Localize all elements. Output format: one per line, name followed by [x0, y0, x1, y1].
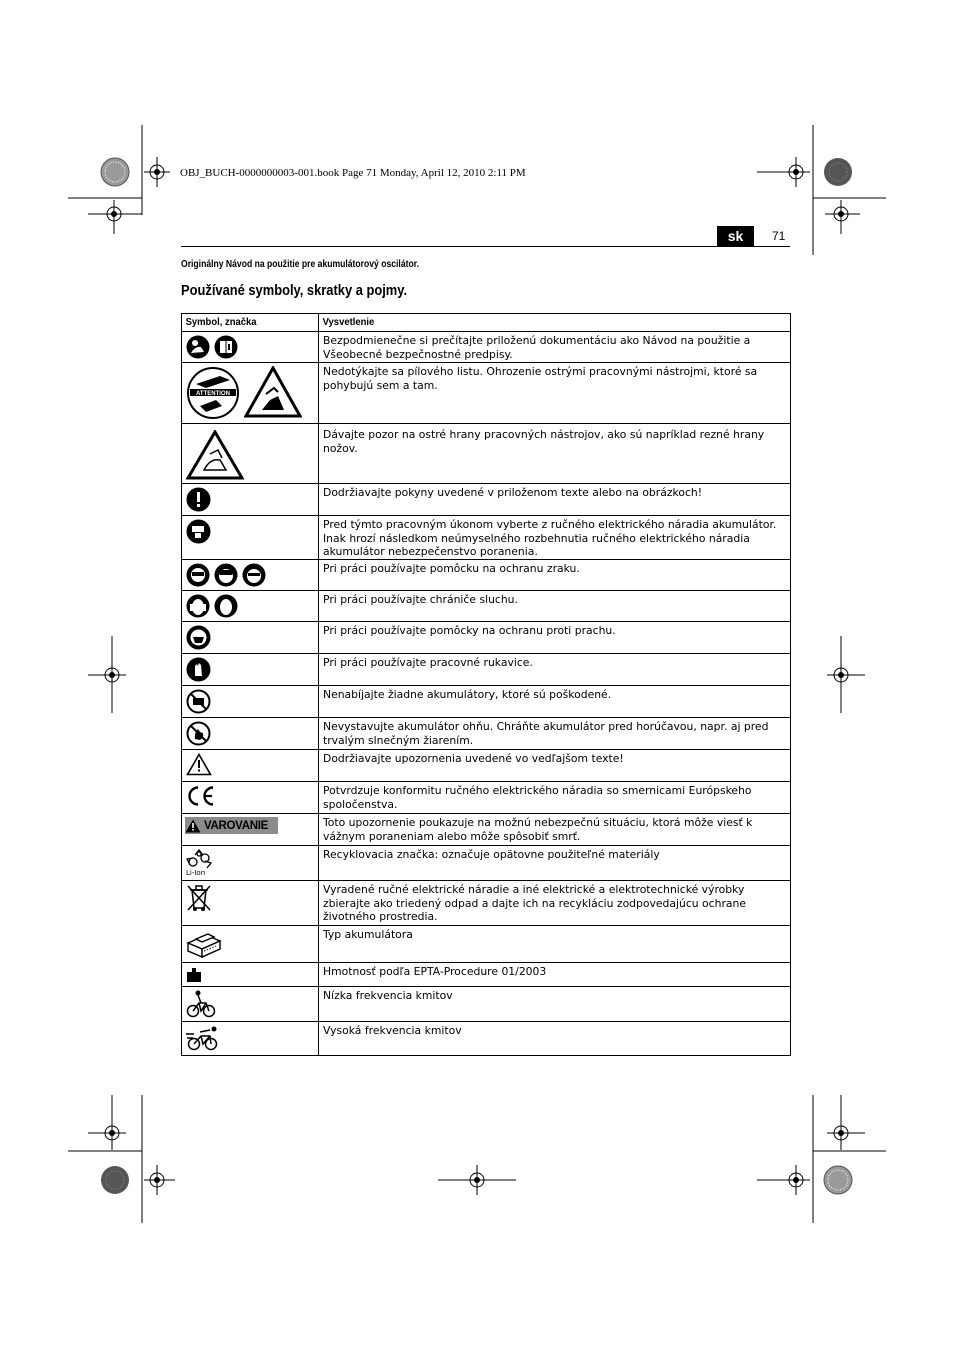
row-text: Typ akumulátora [319, 926, 791, 963]
table-row [182, 622, 791, 654]
ear-protection-icons [182, 591, 318, 621]
row-text: Recyklovacia značka: označuje opätovne použiteľné materiály [319, 846, 791, 881]
exclamation-icon [182, 484, 318, 515]
warning-badge-triangle-icon [185, 819, 201, 833]
table-row [182, 846, 791, 881]
ce-mark-icon [182, 782, 318, 810]
high-frequency-cyclist-icon [186, 1025, 220, 1051]
mandatory-exclamation-icon [186, 487, 211, 512]
slow-cyclist-icon [182, 987, 318, 1021]
dust-mask-icon [182, 622, 318, 653]
table-row [182, 516, 791, 560]
table-row [182, 424, 791, 484]
table-header-row [182, 314, 791, 332]
attention-label: ATTENTION [196, 391, 230, 397]
row-text: Pred týmto pracovným úkonom vyberte z ručného elektrického náradia akumulátor. Inak hrozí následkom neúmyselného rozbehnutia ručného elektrického náradia akumulátor nebezpečenstvo poranenia. [319, 516, 791, 560]
language-badge: sk [717, 226, 754, 246]
table-row [182, 750, 791, 782]
battery-removal-icon [186, 519, 211, 544]
li-ion-label: Li-Ion [186, 869, 206, 877]
respirator-icon [186, 625, 211, 650]
weight-block-icon [186, 967, 202, 983]
read-instructions-icon [186, 335, 210, 359]
varovanie-label: VAROVANIE [204, 819, 268, 832]
recycling-li-ion-icon [182, 846, 318, 880]
weight-icon [182, 963, 318, 986]
no-charge-damaged-icon [186, 689, 211, 714]
recycle-arrows-icon [186, 849, 212, 869]
row-text: Nenabíjajte žiadne akumulátory, ktoré sú poškodené. [319, 686, 791, 718]
table-row [182, 718, 791, 750]
weee-bin-icon [186, 884, 212, 912]
row-text: Pri práci používajte pomôcku na ochranu zraku. [319, 560, 791, 591]
header-rule [181, 246, 790, 247]
blade-warning-triangle-icon [244, 366, 302, 418]
row-text: Nízka frekvencia kmitov [319, 987, 791, 1022]
row-text: Dodržiavajte pokyny uvedené v priloženom texte alebo na obrázkoch! [319, 484, 791, 516]
fast-cyclist-icon [182, 1022, 318, 1054]
face-shield-icon [186, 563, 210, 587]
battery-pack-icon [182, 926, 318, 962]
document-subtitle: Originálny Návod na použitie pre akumulátorový oscilátor. [181, 259, 419, 270]
work-gloves-icon [186, 657, 211, 682]
section-title: Používané symboly, skratky a pojmy. [181, 282, 408, 299]
safety-glasses-icon [242, 563, 266, 587]
page-number: 71 [772, 229, 786, 243]
eye-protection-icons [182, 560, 318, 590]
attention-blade-icon [186, 366, 240, 420]
general-warning-icon [186, 753, 212, 776]
varovanie-badge [185, 817, 278, 834]
row-text: Bezpodmienečne si prečítajte priloženú dokumentáciu ako Návod na použitie a Všeobecné bezpečnostné predpisy. [319, 332, 791, 363]
row-text: Vysoká frekvencia kmitov [319, 1022, 791, 1056]
table-row [182, 560, 791, 591]
row-text: Vyradené ručné elektrické náradie a iné elektrické a elektrotechnické výrobky zbierajte ako triedený odpad a dajte ich na recykláciu zodpovedajúcu ochrane životného prostredia. [319, 881, 791, 926]
file-info: OBJ_BUCH-0000000003-001.book Page 71 Monday, April 12, 2010 2:11 PM [180, 167, 526, 179]
low-frequency-cyclist-icon [186, 990, 216, 1018]
sharp-edges-triangle-icon [186, 430, 244, 480]
table-row [182, 814, 791, 846]
header-explanation: Vysvetlenie [319, 314, 791, 332]
table-row [182, 591, 791, 622]
remove-battery-icon [182, 516, 318, 547]
table-row [182, 332, 791, 363]
table-row [182, 1022, 791, 1056]
row-text: Pri práci používajte pracovné rukavice. [319, 654, 791, 686]
table-row [182, 926, 791, 963]
header-symbol: Symbol, značka [182, 314, 319, 332]
row-text: Potvrdzuje konformitu ručného elektrického náradia so smernicami Európskeho spoločenstva. [319, 782, 791, 814]
warning-triangle-icon [182, 750, 318, 779]
ear-muffs-icon [186, 594, 210, 618]
no-damaged-battery-icon [182, 686, 318, 717]
table-row [182, 963, 791, 987]
row-text: Pri práci používajte chrániče sluchu. [319, 591, 791, 622]
row-text: Dávajte pozor na ostré hrany pracovných nástrojov, ako sú napríklad rezné hrany nožov. [319, 424, 791, 484]
row-text: Hmotnosť podľa EPTA-Procedure 01/2003 [319, 963, 791, 987]
row-text: Nedotýkajte sa pílového listu. Ohrozenie ostrými pracovnými nástrojmi, ktoré sa pohybujú sem a tam. [319, 363, 791, 424]
row-text: Toto upozornenie poukazuje na možnú nebezpečnú situáciu, ktorá môže viesť k vážnym poraneniam alebo môže spôsobiť smrť. [319, 814, 791, 846]
table-row [182, 654, 791, 686]
table-row [182, 881, 791, 926]
no-fire-icon [186, 721, 211, 746]
crossed-bin-icon [182, 881, 318, 915]
row-text: Nevystavujte akumulátor ohňu. Chráňte akumulátor pred horúčavou, napr. aj pred trvalým slnečným žiarením. [319, 718, 791, 750]
goggles-icon [214, 563, 238, 587]
table-row [182, 782, 791, 814]
gloves-icon [182, 654, 318, 685]
read-manual-icons [182, 332, 318, 362]
battery-pack-type-icon [186, 929, 222, 959]
manual-book-icon [214, 335, 238, 359]
no-fire-battery-icon [182, 718, 318, 749]
sharp-edges-warning-icon [182, 424, 318, 483]
row-text: Pri práci používajte pomôcky na ochranu proti prachu. [319, 622, 791, 654]
table-row [182, 363, 791, 424]
table-row [182, 987, 791, 1022]
ce-conformity-icon [186, 785, 216, 807]
table-row [182, 484, 791, 516]
symbols-table [181, 313, 791, 1056]
row-text: Dodržiavajte upozornenia uvedené vo vedľajšom texte! [319, 750, 791, 782]
ear-plugs-icon [214, 594, 238, 618]
attention-blade-icons [182, 363, 318, 423]
table-row [182, 686, 791, 718]
